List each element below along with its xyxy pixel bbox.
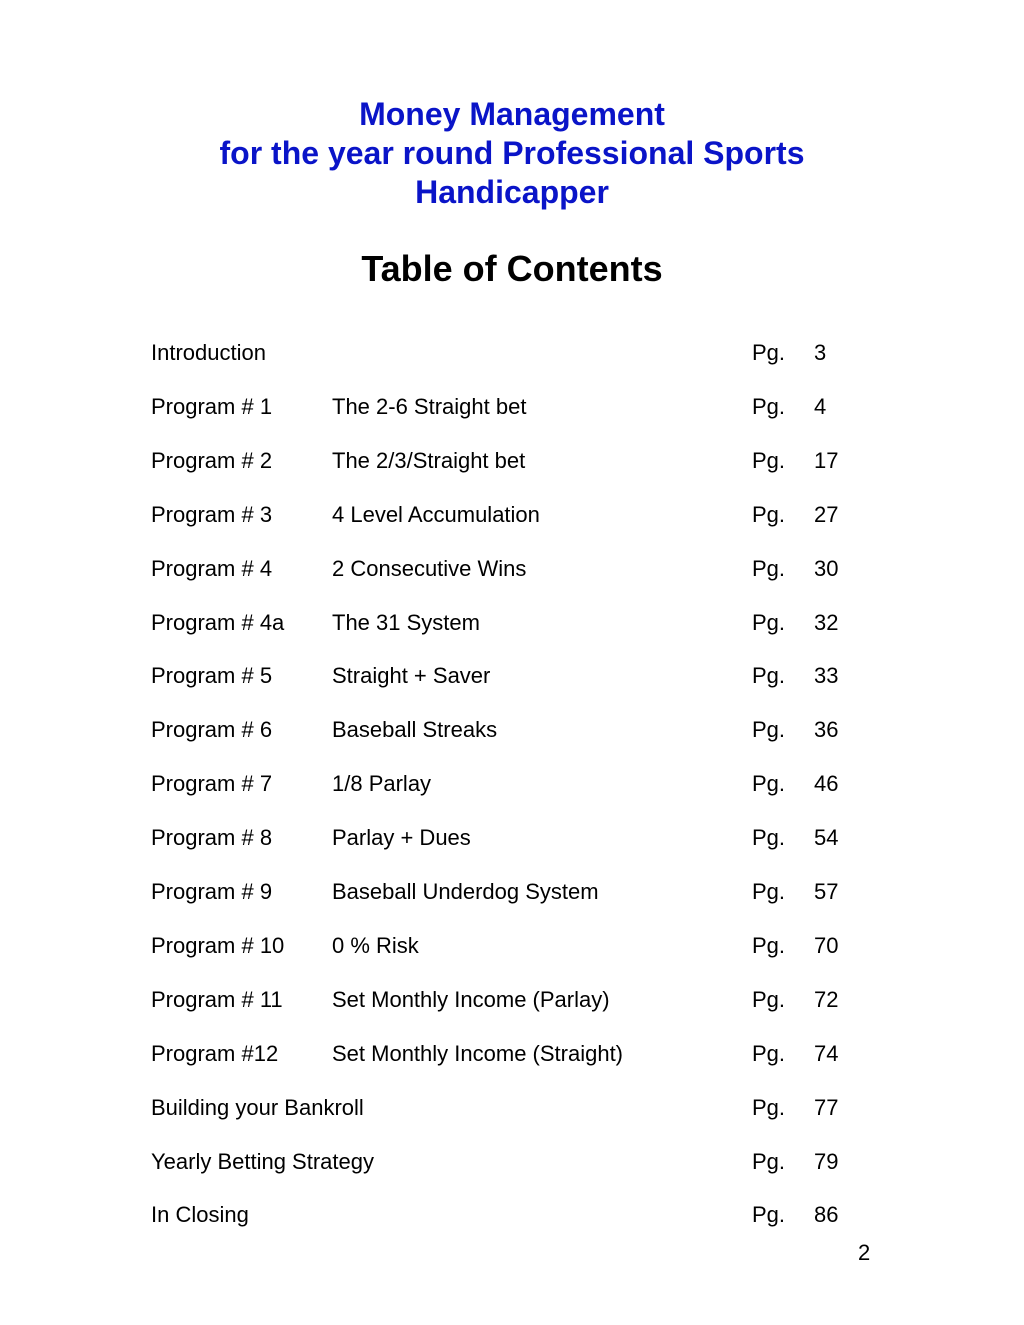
- toc-page-number: 46: [814, 771, 839, 796]
- toc-entry-title: 0 % Risk: [332, 933, 419, 958]
- toc-entry-title: Set Monthly Income (Parlay): [332, 987, 610, 1012]
- toc-entry-title: Parlay + Dues: [332, 825, 471, 850]
- toc-entry-title: Set Monthly Income (Straight): [332, 1041, 624, 1066]
- toc-entry-name: Yearly Betting Strategy: [151, 1149, 374, 1174]
- toc-page-number: 4: [814, 394, 827, 419]
- toc-pg-label: Pg.: [752, 987, 786, 1012]
- toc-row: [0, 1147, 1024, 1177]
- toc-page-number: 79: [814, 1149, 839, 1174]
- toc-page-number: 86: [814, 1202, 839, 1227]
- toc-row: [0, 338, 1024, 368]
- toc-row: [0, 446, 1024, 476]
- toc-page-number: 77: [814, 1095, 839, 1120]
- toc-entry-name: Program # 10: [151, 933, 285, 958]
- toc-pg-label: Pg.: [752, 663, 786, 688]
- toc-pg-label: Pg.: [752, 1041, 786, 1066]
- toc-page-number: 27: [814, 502, 839, 527]
- toc-page-number: 57: [814, 879, 839, 904]
- toc-entry-title: 2 Consecutive Wins: [332, 556, 527, 581]
- toc-pg-label: Pg.: [752, 610, 786, 635]
- toc-pg-label: Pg.: [752, 825, 786, 850]
- toc-row: [0, 1093, 1024, 1123]
- toc-page-number: 17: [814, 448, 839, 473]
- toc-entry-name: Program # 8: [151, 825, 273, 850]
- toc-row: [0, 823, 1024, 853]
- toc-pg-label: Pg.: [752, 879, 786, 904]
- toc-entry-title: Baseball Streaks: [332, 717, 498, 742]
- toc-entry-name: Program # 2: [151, 448, 273, 473]
- toc-row: [0, 769, 1024, 799]
- toc-pg-label: Pg.: [752, 771, 786, 796]
- toc-row: [0, 877, 1024, 907]
- toc-entry-title: 1/8 Parlay: [332, 771, 432, 796]
- toc-entry-title: The 31 System: [332, 610, 480, 635]
- page-number: 2: [858, 1240, 871, 1265]
- title-line-2: for the year round Professional Sports: [219, 135, 805, 171]
- toc-entry-title: Baseball Underdog System: [332, 879, 599, 904]
- toc-row: [0, 1200, 1024, 1230]
- toc-row: [0, 1039, 1024, 1069]
- toc-entry-title: The 2/3/Straight bet: [332, 448, 526, 473]
- toc-entry-title: Straight + Saver: [332, 663, 491, 688]
- toc-row: [0, 661, 1024, 691]
- toc-pg-label: Pg.: [752, 717, 786, 742]
- toc-row: [0, 392, 1024, 422]
- title-line-3: Handicapper: [415, 174, 609, 210]
- toc-entry-name: Program # 11: [151, 987, 283, 1012]
- toc-entry-name: Program # 6: [151, 717, 273, 742]
- toc-pg-label: Pg.: [752, 556, 786, 581]
- toc-pg-label: Pg.: [752, 1202, 786, 1227]
- toc-entry-name: Program # 9: [151, 879, 273, 904]
- toc-page-number: 72: [814, 987, 839, 1012]
- toc-pg-label: Pg.: [752, 1149, 786, 1174]
- toc-row: [0, 985, 1024, 1015]
- toc-entry-title: The 2-6 Straight bet: [332, 394, 527, 419]
- toc-entry-name: Program # 3: [151, 502, 273, 527]
- toc-pg-label: Pg.: [752, 340, 786, 365]
- toc-page-number: 3: [814, 340, 827, 365]
- toc-page-number: 33: [814, 663, 839, 688]
- toc-page-number: 54: [814, 825, 839, 850]
- toc-entry-name: Introduction: [151, 340, 266, 365]
- toc-heading: Table of Contents: [361, 248, 663, 289]
- toc-row: [0, 715, 1024, 745]
- toc-page-number: 36: [814, 717, 839, 742]
- toc-row: [0, 554, 1024, 584]
- toc-page-number: 32: [814, 610, 839, 635]
- toc-page-number: 30: [814, 556, 839, 581]
- toc-entry-name: Program #12: [151, 1041, 279, 1066]
- toc-row: [0, 608, 1024, 638]
- toc-pg-label: Pg.: [752, 502, 786, 527]
- toc-pg-label: Pg.: [752, 933, 786, 958]
- toc-pg-label: Pg.: [752, 448, 786, 473]
- toc-entry-name: Building your Bankroll: [151, 1095, 364, 1120]
- toc-page-number: 74: [814, 1041, 839, 1066]
- toc-entry-name: In Closing: [151, 1202, 249, 1227]
- toc-entry-name: Program # 1: [151, 394, 273, 419]
- toc-entry-name: Program # 5: [151, 663, 273, 688]
- title-line-1: Money Management: [359, 96, 665, 132]
- toc-entry-name: Program # 7: [151, 771, 273, 796]
- toc-pg-label: Pg.: [752, 394, 786, 419]
- toc-entry-name: Program # 4: [151, 556, 273, 581]
- toc-row: [0, 931, 1024, 961]
- toc-pg-label: Pg.: [752, 1095, 786, 1120]
- toc-page-number: 70: [814, 933, 839, 958]
- toc-entry-name: Program # 4a: [151, 610, 285, 635]
- toc-entry-title: 4 Level Accumulation: [332, 502, 540, 527]
- toc-row: [0, 500, 1024, 530]
